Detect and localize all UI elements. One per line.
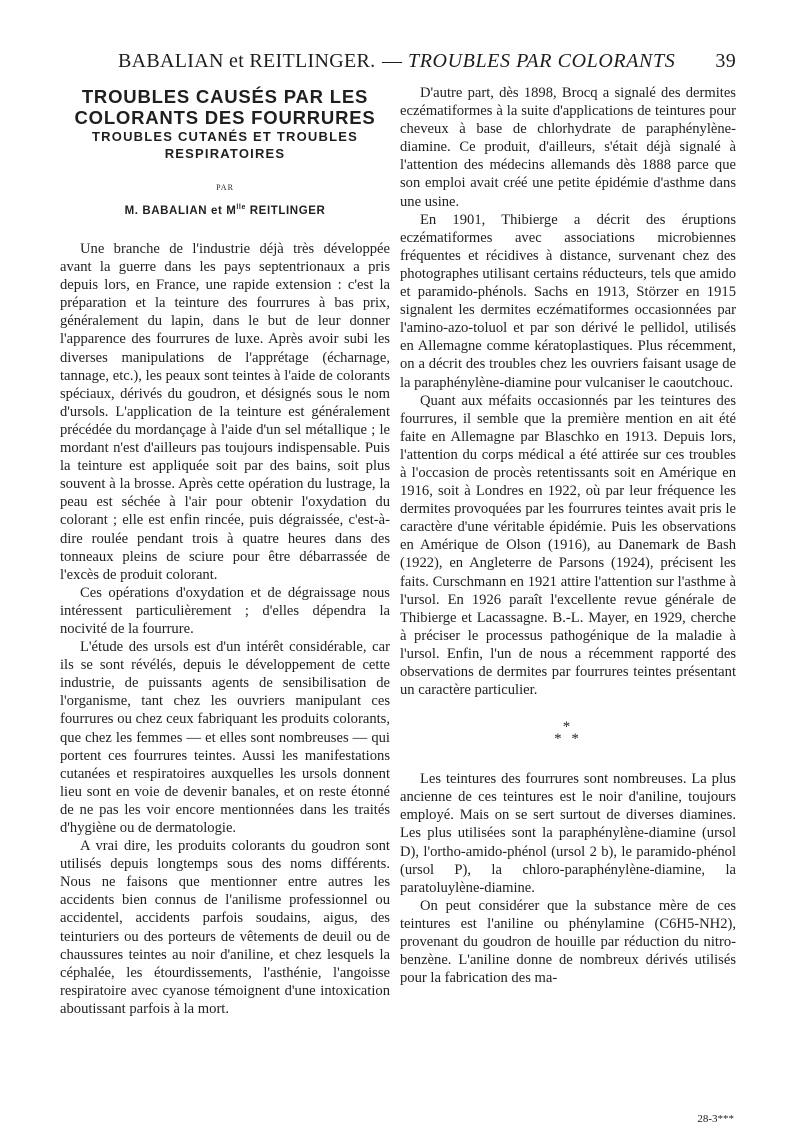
asterism-top: *	[562, 719, 574, 736]
article-title-block	[60, 86, 390, 220]
running-header	[118, 50, 738, 80]
right-paragraph-4: Les teintures des fourrures sont nombreuses. La plus ancienne de ces teintures est le noir d'aniline, toujours employé. Mais on se sert surtout de diverses diamines. Les plus utilisées sont la paraphénylène-diamine (ursol D), l'ortho-amido-phénol (ursol 2 b), le paramido-phénol (ursol P), la chloro-paraphénylène-diamine, la paratoluylène-diamine.	[400, 771, 736, 896]
running-header-topic: TROUBLES PAR COLORANTS	[408, 50, 676, 72]
right-paragraph-3: Quant aux méfaits occasionnés par les teintures des fourrures, il semble que la première mention en ait été faite en Allemagne par Blaschko en 1913. Depuis lors, l'attention du corps médical a été attirée sur ces troubles à l'occasion de procès retentissants soit en Amérique en 1916, soit à Londres en 1922, où par leur fréquence les dermites provoquées par les fourrures teintes avait pris le caractère d'une véritable épidémie. Puis les observations en Amérique de Olson (1916), au Danemark de Bash (1922), en Angleterre de Parsons (1924), précisent les faits. Curschmann en 1921 attire l'attention sur l'asthme à l'ursol. En 1926 paraît l'excellente revue générale de Thibierge et Lacassagne. B.-L. Mayer, en 1929, cherche à préciser le processus pathogénique de la maladie à l'ursol. Enfin, l'un de nous a récemment rapporté des observations de dermites par fourrures teintes présentant un caractère particulier.	[400, 392, 736, 699]
byline-post: REITLINGER	[245, 204, 326, 217]
left-column	[60, 86, 390, 1018]
right-paragraph-1: D'autre part, dès 1898, Brocq a signalé des dermites eczématiformes à la suite d'applications de teintures pour cheveux à base de chlorhydrate de paraphénylène-diamine. Ce produit, d'ailleurs, s'était déjà signalé à l'attention des médecins allemands dès 1888 parce que son emploi avait créé une petite épidémie d'asthme dans une usine.	[400, 85, 736, 210]
running-header-dash: —	[382, 50, 403, 72]
left-paragraph-3: L'étude des ursols est d'un intérêt considérable, car ils se sont révélés, depuis le développement de cette industrie, de puissants agents de sensibilisation de l'organisme, tant chez les ouvriers manipulant ces fourrures ou chez ceux fabriquant les produits colorants, que chez les femmes — et elles sont nombreuses — qui portent ces fourrures teintes. Aussi les manifestations cutanées et respiratoires auxquelles les ursols donnent lieu sont en voie de devenir banales, et on reste étonné de ne pas les voir encore mentionnées dans les traités d'hygiène ou de dermatologie.	[60, 639, 390, 837]
left-paragraph-2: Ces opérations d'oxydation et de dégraissage nous intéressent particulièrement ; d'elles dépendra la nocivité de la fourrure.	[60, 584, 390, 637]
byline-sup: lle	[236, 204, 246, 212]
byline-pre: M. BABALIAN et M	[124, 204, 237, 217]
running-header-authors: BABALIAN et REITLINGER.	[118, 50, 376, 72]
article-title-line-1: TROUBLES CAUSÉS PAR LES	[81, 86, 369, 107]
byline-par: PAR	[216, 183, 234, 192]
byline-authors	[60, 199, 390, 220]
right-paragraph-2: En 1901, Thibierge a décrit des éruptions eczématiformes avec associations microbiennes fréquentes et récidives à distance, survenant chez des photographes utilisant certains réducteurs, tels que amido et paramido-phénols. Sachs en 1913, Störzer en 1915 signalent les dermites eczématiformes occasionnées par l'amino-azo-toluol et par son dérivé le pellidol, utilisés en Allemagne comme kératoplastiques. Plus récemment, on a décrit des troubles chez les ouvriers faisant usage de la paraphénylène-diamine pour vulcaniser le caoutchouc.	[400, 211, 736, 391]
asterism-bottom: * *	[554, 731, 582, 748]
page-number: 39	[715, 50, 736, 72]
right-paragraph-5: On peut considérer que la substance mère de ces teintures est l'aniline ou phénylamine (C6H5-NH2), provenant du goudron de houille par réduction du nitro-benzène. L'aniline donne de nombreux dérivés utilisés pour la fabrication des ma-	[400, 897, 736, 987]
right-column	[400, 84, 736, 987]
printer-signature: 28-3***	[697, 1113, 734, 1125]
article-title-line-2: COLORANTS DES FOURRURES	[74, 107, 376, 128]
article-subtitle-line-2: RESPIRATOIRES	[164, 146, 286, 161]
left-paragraph-4: A vrai dire, les produits colorants du goudron sont utilisés depuis longtemps sous des noms différents. Nous ne faisons que mentionner entre autres les accidents bien connus de l'anilisme professionnel ou accidentel, accidents parfois soudains, aigus, des teinturiers ou des porteurs de vêtements de deuil ou de chaussures teintes au noir d'aniline, et chez lesquels la céphalée, les étourdissements, l'asthénie, l'angoisse respiratoire avec cyanose témoignent d'une intoxication aboutissant parfois à la mort.	[60, 838, 390, 1017]
left-paragraph-1: Une branche de l'industrie déjà très développée avant la guerre dans les pays septentrionaux a pris depuis lors, en France, une rapide extension : c'est la préparation et la teinture des fourrures à bas prix, généralement du lapin, dans le but de leur donner l'apparence des fourrures de luxe. Après avoir subi les diverses manipulations de l'apprétage (écharnage, tannage, etc.), les peaux sont teintes à l'aide de colorants spéciaux, dérivés du goudron, et désignés sous le nom d'ursols. L'application de la teinture est généralement précédée du mordançage à l'aide d'un sel métallique ; le mordant n'est d'ailleurs pas toujours indispensable. Puis la teinture est appliquée soit par des bains, soit plus souvent à la brosse. Après cette opération du lustrage, la peau est séchée à l'air pour obtenir l'oxydation du colorant ; elle est enfin rincée, puis dégraissée, c'est-à-dire roulée pendant trois à quatre heures dans des tonneaux pleins de sciure pour être débarrassée de l'excès de produit colorant.	[60, 241, 390, 583]
section-divider-asterisks	[400, 719, 736, 748]
article-subtitle-line-1: TROUBLES CUTANÉS ET TROUBLES	[92, 129, 358, 144]
